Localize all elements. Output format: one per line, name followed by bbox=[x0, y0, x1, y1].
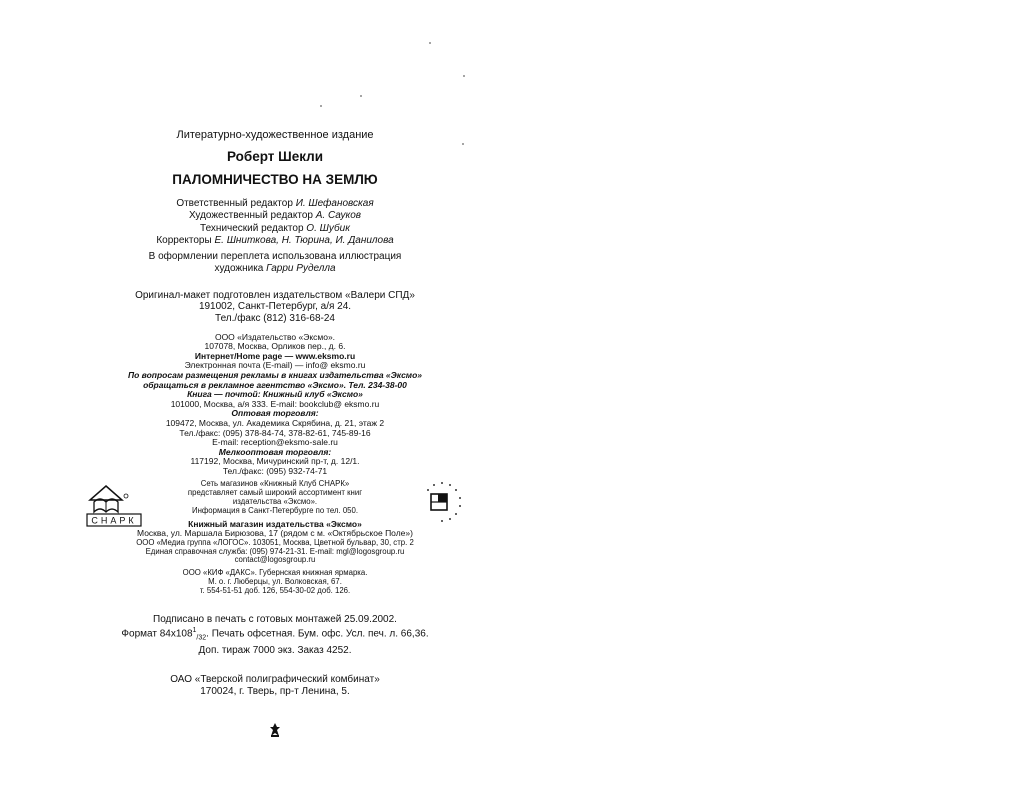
snark-info: Информация в Санкт-Петербурге по тел. 050. bbox=[191, 505, 359, 515]
credit-line: Корректоры Е. Шниткова, Н. Тюрина, И. Данилова bbox=[156, 234, 394, 246]
wholesale-address: 109472, Москва, ул. Академика Скрябина, д. 21, этаж 2 bbox=[165, 417, 385, 428]
kif-info: М. о. г. Люберцы, ул. Волковская, 67. bbox=[208, 577, 342, 587]
cover-note-artist: художника Гарри Руделла bbox=[214, 263, 336, 275]
printer-name: ОАО «Тверской полиграфический комбинат» bbox=[170, 674, 380, 686]
wholesale-heading: Оптовая торговля: bbox=[231, 408, 319, 419]
snark-info: издательства «Эксмо». bbox=[232, 497, 318, 507]
print-format: Формат $84х108^1_{/32}$. Печать офсетная. Бум. офс. Усл. печ. л. 66,36. bbox=[121, 627, 429, 642]
logos-info: Единая справочная служба: (095) 974-21-31. E-mail: mgl@logosgroup.ru bbox=[145, 546, 405, 556]
ads-line: обращаться в рекламное агентство «Эксмо». Тел. 234-38-00 bbox=[143, 379, 407, 390]
original-layout-line: Оригинал-макет подготовлен издательством «Валери СПД» bbox=[135, 289, 415, 301]
club-heading: Книга — почтой: Книжный клуб «Эксмо» bbox=[187, 389, 363, 400]
small-wholesale-phone: Тел./факс: (095) 932-74-71 bbox=[222, 465, 328, 476]
store-address: Москва, ул. Маршала Бирюзова, 17 (рядом с м. «Октябрьское Поле») bbox=[137, 528, 413, 539]
club-address: 101000, Москва, а/я 333. E-mail: bookclub@ eksmo.ru bbox=[170, 398, 380, 409]
print-signed: Подписано в печать с готовых монтажей 25.09.2002. bbox=[153, 613, 397, 625]
printer-address: 170024, г. Тверь, пр-т Ленина, 5. bbox=[200, 686, 350, 698]
snark-logo-text: СНАРК bbox=[91, 515, 137, 526]
ads-line: По вопросам размещения рекламы в книгах издательства «Эксмо» bbox=[128, 369, 422, 380]
scan-speck bbox=[320, 105, 322, 107]
credit-line: Ответственный редактор И. Шефановская bbox=[176, 198, 374, 209]
logos-info: contact@logosgroup.ru bbox=[234, 555, 316, 565]
imprint-column bbox=[110, 128, 440, 698]
print-run: Доп. тираж 7000 экз. Заказ 4252. bbox=[198, 644, 352, 656]
store-heading: Книжный магазин издательства «Эксмо» bbox=[188, 518, 362, 529]
scan-speck bbox=[462, 143, 464, 145]
publisher-address: 107078, Москва, Орликов пер., д. 6. bbox=[204, 341, 346, 352]
printer-emblem-icon bbox=[267, 722, 283, 738]
wholesale-phone: Тел./факс: (095) 378-84-74, 378-82-61, 745-89-16 bbox=[179, 427, 371, 438]
publisher-mark-icon bbox=[420, 480, 464, 524]
snark-info: Сеть магазинов «Книжный Клуб СНАРК» bbox=[200, 479, 350, 489]
original-layout-phone: Тел./факс (812) 316-68-24 bbox=[215, 312, 335, 324]
original-layout-address: 191002, Санкт-Петербург, а/я 24. bbox=[198, 301, 352, 313]
kif-info: ООО «КИФ «ДАКС». Губернская книжная ярмарка. bbox=[182, 568, 368, 578]
credit-line: Технический редактор О. Шубик bbox=[200, 222, 350, 234]
scan-speck bbox=[360, 95, 362, 97]
small-wholesale-heading: Мелкооптовая торговля: bbox=[218, 446, 332, 457]
author-name: Роберт Шекли bbox=[226, 149, 324, 164]
publisher-name: ООО «Издательство «Эксмо». bbox=[214, 331, 336, 342]
book-logo-icon bbox=[86, 484, 142, 528]
credit-line: Художественный редактор А. Сауков bbox=[188, 210, 362, 222]
snark-info: представляет самый широкий ассортимент книг bbox=[187, 488, 363, 498]
book-title: ПАЛОМНИЧЕСТВО НА ЗЕМЛЮ bbox=[172, 172, 378, 187]
publisher-web: Интернет/Home page — www.eksmo.ru bbox=[194, 350, 356, 361]
small-wholesale-address: 117192, Москва, Мичуринский пр-т, д. 12/1. bbox=[190, 456, 360, 467]
edition-type: Литературно-художественное издание bbox=[176, 129, 374, 141]
logos-info: ООО «Медиа группа «ЛОГОС». 103051, Москва, Цветной бульвар, 30, стр. 2 bbox=[136, 537, 414, 547]
wholesale-email: E-mail: reception@eksmo-sale.ru bbox=[212, 437, 338, 448]
scan-speck bbox=[429, 42, 431, 44]
publisher-email: Электронная почта (E-mail) — info@ eksmo.ru bbox=[184, 360, 366, 371]
cover-note: В оформлении переплета использована иллюстрация bbox=[148, 251, 402, 263]
scan-speck bbox=[463, 75, 465, 77]
kif-info: т. 554-51-51 доб. 126, 554-30-02 доб. 126. bbox=[199, 585, 351, 595]
